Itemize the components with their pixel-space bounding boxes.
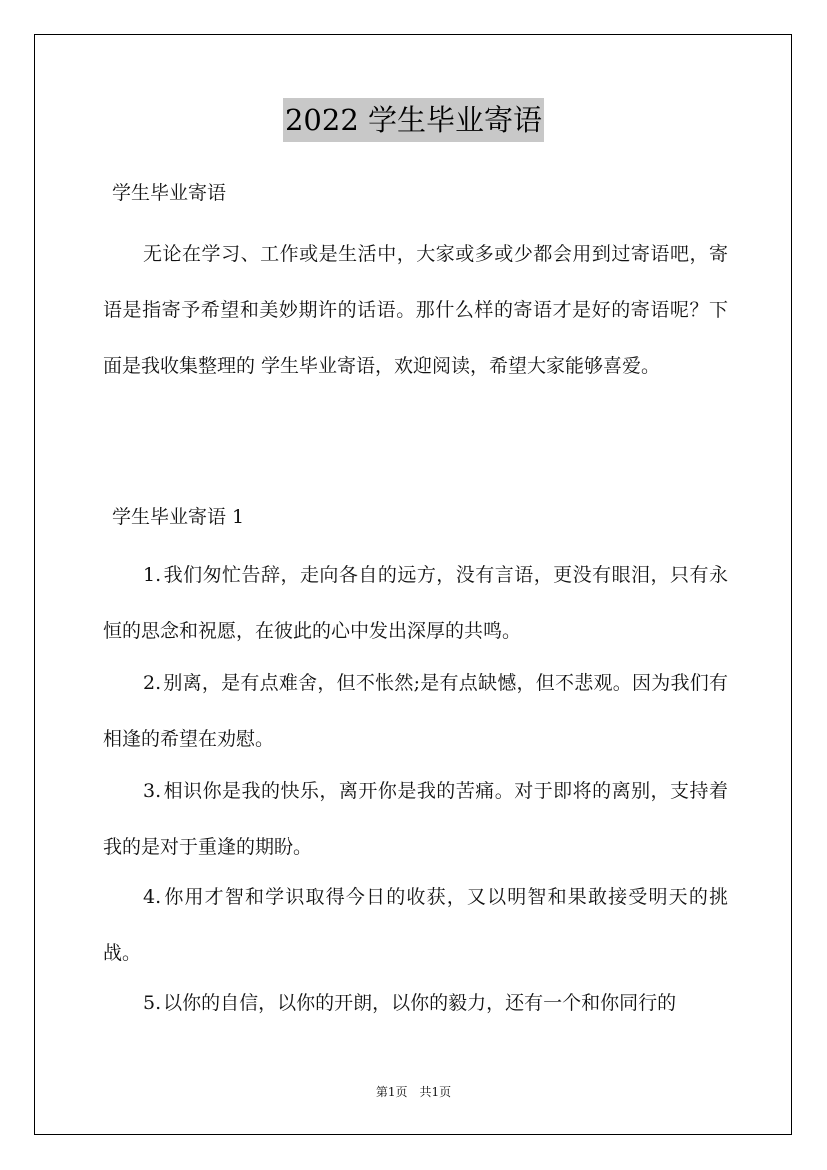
item-text: 以你的自信，以你的开朗，以你的毅力，还有一个和你同行的 bbox=[163, 992, 677, 1014]
list-item bbox=[103, 763, 728, 875]
item-text: 相识你是我的快乐，离开你是我的苦痛。对于即将的离别，支持着我的是对于重逢的期盼。 bbox=[103, 780, 728, 858]
section-heading: 学生毕业寄语 1 bbox=[112, 506, 245, 528]
list-item bbox=[103, 655, 728, 767]
list-item bbox=[103, 975, 728, 1031]
item-text: 你用才智和学识取得今日的收获，又以明智和果敢接受明天的挑战。 bbox=[103, 886, 728, 964]
item-number: 2. bbox=[143, 672, 162, 694]
title-container bbox=[0, 98, 827, 142]
page-footer bbox=[0, 1082, 827, 1102]
page-total: 共1页 bbox=[419, 1085, 452, 1099]
page-number: 第1页 bbox=[375, 1085, 408, 1099]
item-number: 4. bbox=[143, 886, 162, 908]
intro-paragraph: 无论在学习、工作或是生活中，大家或多或少都会用到过寄语吧，寄语是指寄予希望和美妙期许的话语。那什么样的寄语才是好的寄语呢？下面是我收集整理的 学生毕业寄语，欢迎阅读，希望大家能够喜爱。 bbox=[103, 243, 728, 377]
item-number: 3. bbox=[143, 780, 162, 802]
item-number: 5. bbox=[143, 992, 162, 1014]
item-number: 1. bbox=[143, 564, 162, 586]
item-text: 别离，是有点难舍，但不怅然;是有点缺憾，但不悲观。因为我们有相逢的希望在劝慰。 bbox=[103, 672, 728, 750]
list-item bbox=[103, 547, 728, 659]
document-subtitle: 学生毕业寄语 bbox=[112, 182, 227, 204]
list-item bbox=[103, 869, 728, 981]
document-title: 2022 学生毕业寄语 bbox=[283, 98, 544, 142]
item-text: 我们匆忙告辞，走向各自的远方，没有言语，更没有眼泪，只有永恒的思念和祝愿，在彼此的心中发出深厚的共鸣。 bbox=[103, 564, 728, 642]
